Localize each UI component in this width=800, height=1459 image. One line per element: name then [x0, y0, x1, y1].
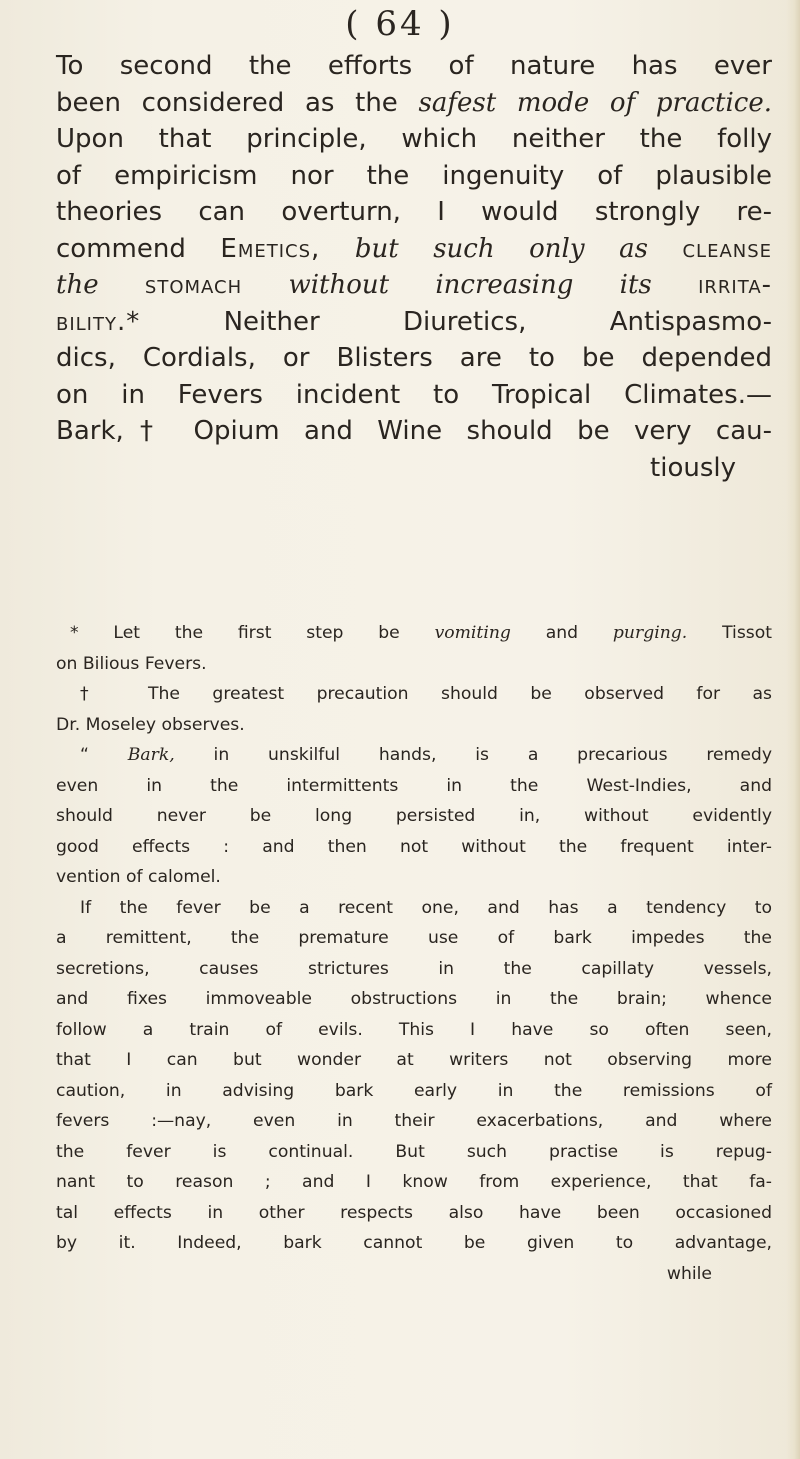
footnote-line: caution, in advising bark early in the remissions of	[56, 1080, 772, 1101]
footnote-line: nant to reason ; and I know from experience, that fa-	[56, 1172, 772, 1192]
text-line: To second the efforts of nature has ever	[56, 51, 772, 81]
small-caps-term: irrita-	[698, 270, 773, 300]
text-line: dics, Cordials, or Blisters are to be depended	[56, 343, 772, 373]
small-caps-term: cleanse	[682, 233, 773, 264]
footnote-line: “ Bark, in unskilful hands, is a precarious remedy	[80, 745, 773, 765]
text-line: been considered as the safest mode of practice.	[56, 87, 773, 118]
footnote-line: vention of calomel.	[56, 867, 221, 887]
text-line: Upon that principle, which neither the folly	[56, 124, 772, 154]
footnotes	[56, 618, 772, 1289]
text-line: of empiricism nor the ingenuity of plausible	[56, 160, 772, 191]
footnote-line: tal effects in other respects also have been occasioned	[56, 1202, 772, 1223]
footnote-line: secretions, causes strictures in the capillaty vessels,	[56, 958, 772, 979]
footnote-line: follow a train of evils. This I have so often seen,	[56, 1019, 772, 1040]
page-number: ( 64 )	[345, 4, 455, 44]
footnote-line: † The greatest precaution should be observed for as	[80, 684, 772, 704]
page-edge-shadow	[786, 0, 800, 1459]
emphasis: safest mode of practice.	[418, 87, 773, 118]
footnote-line: good effects : and then not without the frequent inter-	[56, 836, 772, 857]
footnote-line: should never be long persisted in, without evidently	[56, 806, 772, 826]
footnote-line: and fixes immoveable obstructions in the brain; whence	[56, 989, 772, 1009]
footnote-line: Dr. Moseley observes.	[56, 714, 245, 735]
text-line: bility.* Neither Diuretics, Antispasmo-	[56, 306, 773, 337]
footnote-line: If the fever be a recent one, and has a tendency to	[80, 897, 772, 918]
small-caps-term: stomach	[144, 270, 243, 300]
footnote-line: the fever is continual. But such practise is repug-	[56, 1141, 772, 1162]
main-paragraph	[56, 48, 772, 486]
text-line: tiously	[650, 452, 736, 483]
text-line: theories can overturn, I would strongly re-	[56, 197, 772, 227]
footnote-line: on Bilious Fevers.	[56, 653, 207, 674]
text-line: on in Fevers incident to Tropical Climates.—	[56, 379, 772, 410]
footnote-line: by it. Indeed, bark cannot be given to advantage,	[56, 1233, 772, 1253]
small-caps-term: bility.*	[56, 306, 141, 337]
footnote-line: * Let the first step be vomiting and purging. Tissot	[70, 623, 772, 643]
footnote-line: even in the intermittents in the West-Indies, and	[56, 775, 772, 796]
footnote-line: fevers :—nay, even in their exacerbations, and where	[56, 1111, 772, 1131]
text-line: Bark,† Opium and Wine should be very cau-	[56, 416, 772, 446]
emphasis: but such only as	[354, 233, 648, 264]
emphasis: without increasing its	[288, 270, 652, 300]
text-line: commend Emetics, but such only as cleanse	[56, 233, 773, 264]
footnote-line: a remittent, the premature use of bark impedes the	[56, 928, 772, 948]
text-line: the stomach without increasing its irrita-	[56, 270, 773, 300]
small-caps-term: Emetics,	[220, 233, 321, 264]
footnote-catchword: while	[666, 1263, 712, 1284]
footnote-line: that I can but wonder at writers not observing more	[56, 1050, 772, 1070]
